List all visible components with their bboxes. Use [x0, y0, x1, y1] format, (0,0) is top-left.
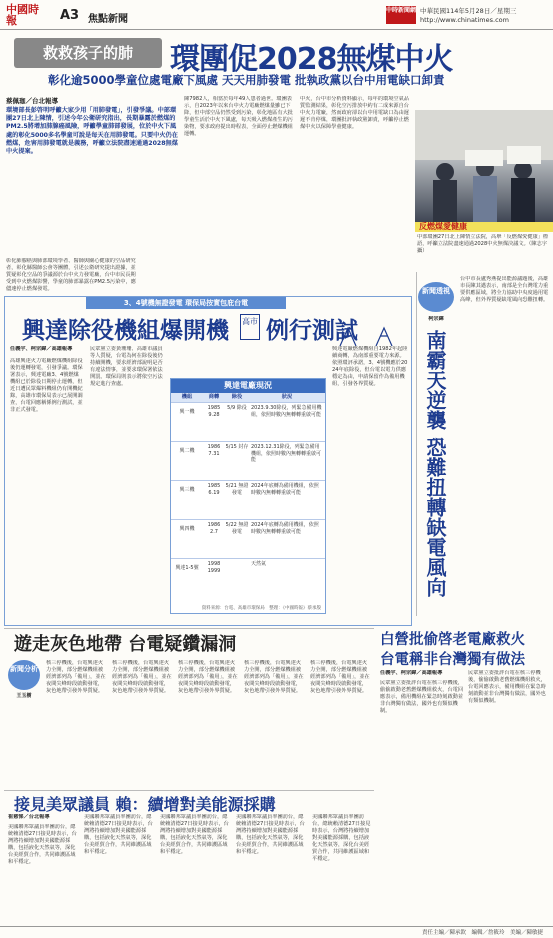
- meeting-body-col5: 美國聯邦眾議員率團訪台，總統賴清德27日接見時表示，台灣將持續增加對美國能源採購，包括液化天然氣等，深化台美經貿合作，共同維護區域和平穩定。: [312, 814, 371, 862]
- cell-unit: 興二機: [179, 448, 195, 454]
- cell-unit: 興達1-5號: [175, 565, 199, 571]
- xingda-body-col1: 高雄興達火力電廠燃煤機組除役後仍運轉發電，引發爭議。環保署表示，興達電廠3、4號燃煤機組已於除役日期停止運轉，但近日遭民眾爆料機組仍有開機紀錄，高雄市環保局表示已展開調查，台電回應稱係例行測試，並非正式發電。: [10, 358, 83, 413]
- analysis-author: 王玉樹: [16, 693, 32, 699]
- table-title: 興達電廠現況: [171, 379, 325, 393]
- meeting-body-col4: 美國聯邦眾議員率團訪台，總統賴清德27日接見時表示，台灣將持續增加對美國能源採購，包括液化天然氣等，深化台美經貿合作，共同維護區域和平穩定。: [236, 814, 305, 855]
- cell-status: 2023.9.30除役，列緊急備用機組，依照時數內無轉轉重啟可能: [251, 405, 322, 418]
- th-start: 商轉: [208, 394, 220, 400]
- main-body-col3: 中火，台中市分析資料顯示，每年的環境空氣品質監測結果，彰化空污排放中約有二成來源自台中火力電廠，然而政府卻以台中用電缺口為由遲遲不肯停煤，環團批評執政黨卸責，呼籲停止燃煤中火以保障學童健康。: [300, 96, 409, 130]
- gray-body-col4: 核三停機後，台電興達火力全開，部分燃煤機組被經濟部列為「備用」，並在夜間尖峰時段啟動發電，灰色地帶引發外界質疑。: [244, 660, 304, 694]
- main-byline: 蔡佩珈／台北報導: [6, 97, 58, 105]
- photo-caption: 中部環團27日北上陳情立法院，高舉「反燃煤愛健康」標語，呼籲立法院盡速通過2028中火無煤決議文。（陳志宇攝）: [417, 234, 549, 254]
- tpp-body-col1: 民眾黨立委批評台電在核三停機後，偷偷啟動老舊燃煤機組救火，台電回應表示，備用機組在緊急時刻啟動並非台灣獨有做法，國外也有類似機制。: [380, 680, 464, 714]
- xingda-kicker: 3、4號機無證發電 環保局按實包庇台電: [86, 297, 286, 309]
- table-row: [171, 480, 325, 519]
- main-kicker: 救救孩子的肺: [14, 38, 162, 68]
- table-row: [171, 402, 325, 441]
- news-analysis-badge: 新聞分析: [8, 660, 40, 690]
- table-row: [171, 441, 325, 480]
- cell-end: 5/9 除役: [227, 405, 247, 411]
- gray-body-col3: 核三停機後，台電興達火力全開，部分燃煤機組被經濟部列為「備用」，並在夜間尖峰時段啟動發電，灰色地帶引發外界質疑。: [178, 660, 238, 694]
- chinatimes-news-logo: 中時新聞網: [386, 6, 416, 24]
- cell-start: 1986 2.7: [207, 522, 221, 535]
- meeting-body-col2: 美國聯邦眾議員率團訪台，總統賴清德27日接見時表示，台灣將持續增加對美國能源採購，包括液化天然氣等，深化台美經貿合作，共同維護區域和平穩定。: [84, 814, 153, 855]
- protest-photo: [415, 110, 553, 222]
- tpp-headline-line1: 白營批偷啓老電廠救火: [380, 632, 525, 648]
- tpp-body-col2: 民眾黨立委批評台電在核三停機後，偷偷啟動老舊燃煤機組救火，台電回應表示，備用機組在緊急時刻啟動並非台灣獨有做法，國外也有類似機制。: [468, 670, 546, 704]
- main-lead: [6, 96, 178, 251]
- main-body-col2: 陳7982人，相當於每年49人患者過世。環團表示，自2023年以來台中火力電廠燃煤量雖已下降，但中部空品仍然受到污染，彰化地區有大批學童生活於中火下風處，每天吸入燃煤產生的污染物，要求政府提出時程表，全面停止燃煤機組運轉。: [184, 96, 293, 137]
- cell-start: 1985 9.28: [207, 405, 221, 418]
- cell-unit: 興一機: [179, 409, 195, 415]
- th-status: 狀況: [281, 394, 293, 400]
- protest-photo-illustration: [415, 110, 553, 222]
- cell-end: [225, 559, 249, 588]
- cell-end: 5/21 無證發電: [225, 483, 249, 496]
- gray-body-col1: 核三停機後，台電興達火力全開，部分燃煤機組被經濟部列為「備用」，並在夜間尖峰時段啟動發電，灰色地帶引發外界質疑。: [46, 660, 106, 694]
- xingda-status-table: [170, 378, 326, 614]
- protest-banner: 反燃煤愛健康: [415, 222, 553, 232]
- table-row: [171, 558, 325, 588]
- table-source: 資料來源：台電、高雄市環保局 整理：《中國時報》蔡承殷: [201, 606, 321, 611]
- tpp-byline: 任義宇、柯宗緯／高雄報導: [380, 670, 443, 676]
- side-vertical-headline: 南霸天逆襲 恐難扭轉缺電風向: [423, 330, 447, 597]
- page-number: A3: [60, 8, 80, 23]
- masthead: [0, 0, 553, 30]
- th-end: 除役: [231, 394, 243, 400]
- cell-unit: 興三機: [179, 487, 195, 493]
- cell-unit: 興四機: [179, 526, 195, 532]
- xingda-byline: 任義宇、柯宗緯／高雄報導: [10, 346, 73, 352]
- cell-start: 1985 6.19: [207, 483, 221, 496]
- section-title: 焦點新聞: [88, 14, 128, 25]
- cell-start: 1998 1999: [207, 561, 221, 574]
- tpp-headline-line2: 台電稱非台灣獨有做法: [380, 652, 525, 668]
- gray-body-col2: 核三停機後，台電興達火力全開，部分燃煤機組被經濟部列為「備用」，並在夜間尖峰時段啟動發電，灰色地帶引發外界質疑。: [112, 660, 172, 694]
- main-lead-text: 環境部長彭啓明呼籲大家少用「用肺發電」，引發爭議。中部環團27日北上陳情，引述今年公衛研究指出，長期暴露於燃煤的PM2.5將增加肺腺癌風險，呼籲學童肺部發展，位於中火下風處的彰化5000多名學童可說是每天在用肺發電。只要中火仍在燃煤，危害用肺發電就是義務，呼籲立法院盡速通過2028無煤中火提案。: [6, 107, 178, 156]
- main-headline: 環團促2028無煤中火: [170, 42, 453, 77]
- issue-date: 中華民國114年5月28日／星期三: [420, 7, 517, 15]
- cell-start: 1986 7.31: [207, 444, 221, 457]
- side-body: 台中市長盧秀燕提出能源議題後，高雄市長陳其邁表示，南部是全台灣電力重要供應區域，將全力協助中央度過用電高峰，但外界質疑缺電風向恐難扭轉。: [460, 276, 549, 303]
- xingda-body-col3: 興達電廠燃煤機組自1982年起陸續商轉，為南部重要電力來源。依照環評承諾，3、4號機應於2024年底除役，但台電以電力供應穩定為由，申請保留作為備用機組，引發各界質疑。: [332, 346, 408, 387]
- table-row: [171, 519, 325, 558]
- xingda-headline: 興達除役機組爆開機: [22, 318, 229, 344]
- kaohsiung-tag: 高市: [240, 314, 260, 340]
- pylon-illustration: [330, 326, 408, 346]
- cell-status: 2024年底轉為備用機組，依照時數內無轉轉重啟可能: [251, 522, 319, 535]
- meeting-byline: 崔慈悌／台北報導: [8, 814, 50, 820]
- meeting-body-col3: 美國聯邦眾議員率團訪台，總統賴清德27日接見時表示，台灣將持續增加對美國能源採購，包括液化天然氣等，深化台美經貿合作，共同維護區域和平穩定。: [160, 814, 229, 855]
- table-header: [171, 393, 325, 402]
- main-body-col1: 彰化肺腺癌與肺部環境學者、醫師與關心健康的空品研究者，彰化縣醫師公會等團體，引述公衛研究提出證據，並質疑彰化空品的爭議源於台中火力發電廠，台中市民長期受到中火燃煤影響，學童的肺部暴露在PM2.5污染中，應儘速停止燃煤發電。: [6, 258, 136, 292]
- xingda-body-col2: 民眾黨立委黃珊珊、高雄市議員等人質疑，台電為何在除役後仍持續開機，要求經濟部說明是否有違法情事，並要求環保署依法開罰。環保局則表示將依空污法規定進行查處。: [90, 346, 163, 387]
- cell-end: 5/15 封存: [225, 444, 249, 450]
- meeting-headline: 接見美眾議員 賴：續增對美能源採購: [14, 795, 276, 814]
- cell-status: 2024年底轉為備用機組，依照時數內無轉轉重啟可能: [251, 483, 319, 496]
- gray-body-col5: 核三停機後，台電興達火力全開，部分燃煤機組被經濟部列為「備用」，並在夜間尖峰時段啟動發電，灰色地帶引發外界質疑。: [310, 660, 370, 694]
- th-unit: 機組: [181, 394, 193, 400]
- gray-zone-headline: 遊走灰色地帶 台電疑鑽漏洞: [14, 634, 237, 655]
- newspaper-logo: 中國時報: [6, 3, 39, 27]
- meeting-body-col1: 美國聯邦眾議員率團訪台，總統賴清德27日接見時表示，台灣將持續增加對美國能源採購，包括液化天然氣等，深化台美經貿合作，共同維護區域和平穩定。: [8, 824, 77, 865]
- website-url: http://www.chinatimes.com: [420, 16, 509, 24]
- side-author: 柯宗緯: [428, 316, 444, 322]
- news-perspective-badge: 新聞透視: [418, 282, 454, 312]
- cell-status: 天然氣: [251, 561, 267, 567]
- cell-end: 5/22 無證發電: [225, 522, 249, 535]
- cell-status: 2023.12.31除役，列緊急備用機組，依照時數內無轉轉重啟可能: [251, 444, 322, 463]
- main-subheadline: 彰化逾5000學童位處電廠下風處 天天用肺發電 批執政黨以台中用電缺口卸責: [48, 73, 445, 87]
- xingda-headline-tail: 例行測試: [266, 318, 358, 344]
- editor-credits: 責任主編／陳承欽 編輯／詹筱玲 美編／陳敏捷: [421, 930, 543, 936]
